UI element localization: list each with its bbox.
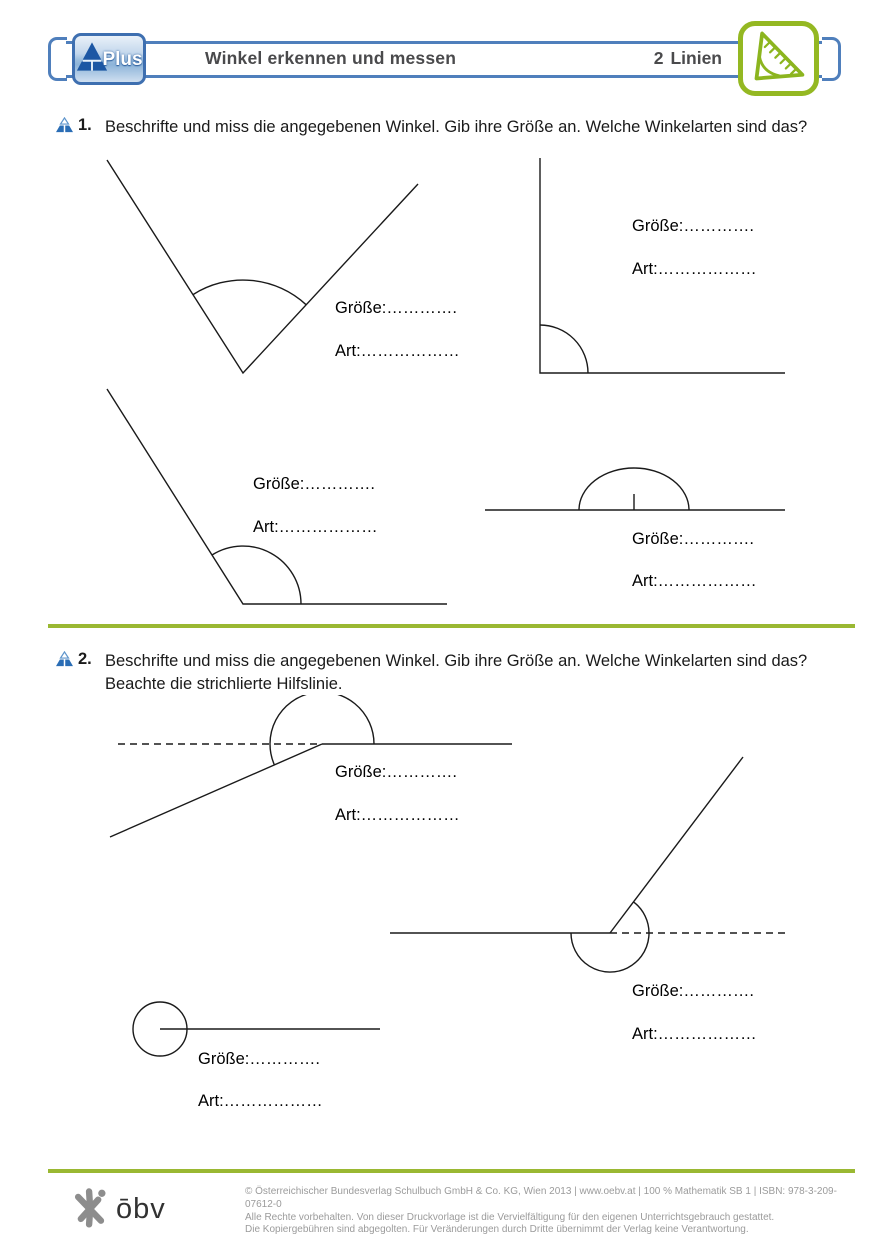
chapter-label bbox=[590, 48, 722, 69]
task-1-text: Beschrifte und miss die angegebenen Winkel. Gib ihre Größe an. Welche Winkelarten sind das? bbox=[105, 118, 808, 136]
angle-arc bbox=[193, 280, 306, 305]
plus-badge bbox=[72, 33, 146, 85]
task-2-text: Beschrifte und miss die angegebenen Winkel. Gib ihre Größe an. Welche Winkelarten sind das? Beachte die strichlierte Hilfslinie. bbox=[105, 652, 808, 693]
angle-arc bbox=[540, 325, 588, 373]
groesse-label: Größe:…………. bbox=[335, 299, 457, 317]
task-1-number: 1. bbox=[78, 116, 92, 134]
set-square-badge bbox=[738, 21, 819, 96]
footer-divider bbox=[48, 1169, 855, 1173]
groesse-label: Größe:…………. bbox=[632, 217, 754, 235]
figure-obtuse-angle bbox=[95, 385, 455, 609]
set-square-icon bbox=[746, 26, 812, 91]
groesse-label: Größe:…………. bbox=[632, 982, 754, 1000]
angle-arc bbox=[270, 695, 374, 765]
groesse-label: Größe:…………. bbox=[253, 475, 375, 493]
figure-straight-angle bbox=[480, 450, 800, 525]
angle-ray bbox=[610, 757, 743, 933]
art-label: Art:……………… bbox=[632, 1025, 757, 1043]
art-label: Art:……………… bbox=[335, 342, 460, 360]
groesse-label: Größe:…………. bbox=[632, 530, 754, 548]
plus-badge-label: Plus bbox=[102, 49, 143, 70]
art-label: Art:……………… bbox=[335, 806, 460, 824]
art-label: Art:……………… bbox=[632, 260, 757, 278]
chapter-number: 2 bbox=[653, 48, 664, 68]
art-label: Art:……………… bbox=[632, 572, 757, 590]
section-divider bbox=[48, 624, 855, 628]
oebv-star-icon bbox=[70, 1186, 110, 1233]
angle-rays bbox=[107, 389, 447, 604]
copyright-block bbox=[245, 1186, 845, 1237]
chapter-name: Linien bbox=[670, 48, 722, 68]
angle-arc bbox=[571, 902, 649, 972]
triangle-marker-icon bbox=[56, 117, 73, 138]
task-2-number: 2. bbox=[78, 650, 92, 668]
copyright-line: © Österreichischer Bundesverlag Schulbuch GmbH & Co. KG, Wien 2013 | www.oebv.at | 100 % Mathematik SB 1 | ISBN: 978-3-209-07612-0 bbox=[245, 1186, 837, 1210]
copyright-line: Die Kopiergebühren sind abgegolten. Für Veränderungen durch Dritte übernimmt der Verlag keine Verantwortung. bbox=[245, 1224, 749, 1236]
art-label: Art:……………… bbox=[253, 518, 378, 536]
header-bracket-right bbox=[822, 37, 841, 81]
groesse-label: Größe:…………. bbox=[335, 763, 457, 781]
publisher-logo-text: ōbv bbox=[116, 1193, 166, 1225]
publisher-logo bbox=[70, 1186, 166, 1233]
header-bracket-left bbox=[48, 37, 67, 81]
angle-ray bbox=[110, 744, 322, 837]
copyright-line: Alle Rechte vorbehalten. Von dieser Druckvorlage ist die Vervielfältigung für den eigenen Unterrichtsgebrauch gestattet. bbox=[245, 1211, 775, 1223]
page-title: Winkel erkennen und messen bbox=[205, 48, 457, 68]
groesse-label: Größe:…………. bbox=[198, 1050, 320, 1068]
triangle-marker-icon bbox=[56, 651, 73, 672]
art-label: Art:……………… bbox=[198, 1092, 323, 1110]
figure-reflex-angle-2 bbox=[385, 750, 805, 985]
